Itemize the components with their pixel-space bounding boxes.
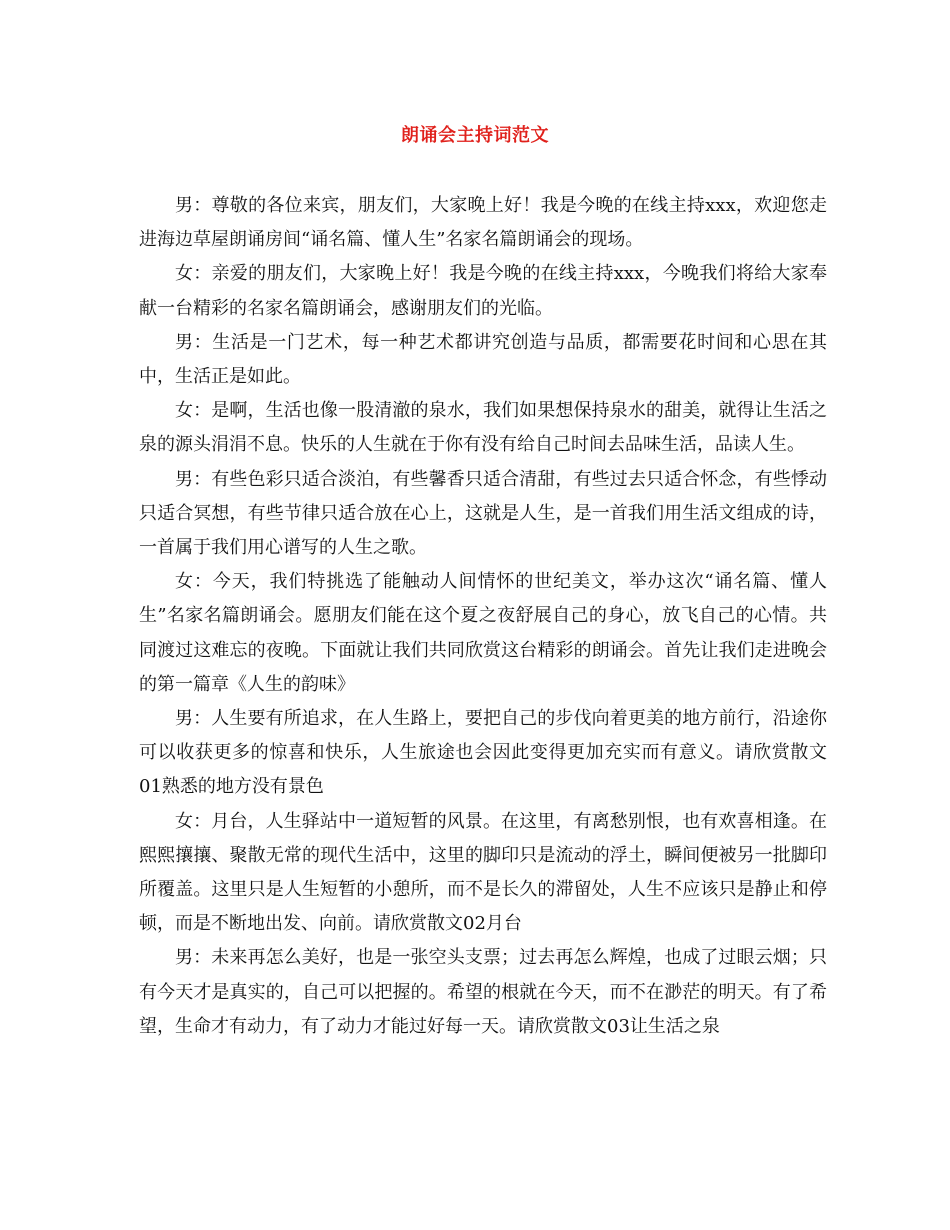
paragraph-8: 女：月台，人生驿站中一道短暂的风景。在这里，有离愁别恨，也有欢喜相逢。在熙熙攘攘、聚散无常的现代生活中，这里的脚印只是流动的浮土，瞬间便被另一批脚印所覆盖。这里只是人生短暂的小憩所，而不是长久的滞留处，人生不应该只是静止和停顿，而是不断地出发、向前。请欣赏散文02月台 xyxy=(139,810,827,935)
paragraph-7: 男：人生要有所追求，在人生路上，要把自己的步伐向着更美的地方前行，沿途你可以收获更多的惊喜和快乐，人生旅途也会因此变得更加充实而有意义。请欣赏散文01熟悉的地方没有景色 xyxy=(139,708,827,798)
document-title: 朗诵会主持词范文 xyxy=(401,125,549,146)
paragraph-2: 女：亲爱的朋友们，大家晚上好！我是今晚的在线主持xxx，今晚我们将给大家奉献一台精彩的名家名篇朗诵会，感谢朋友们的光临。 xyxy=(139,263,827,319)
paragraph-5: 男：有些色彩只适合淡泊，有些馨香只适合清甜，有些过去只适合怀念，有些悸动只适合冥想，有些节律只适合放在心上，这就是人生，是一首我们用生活文组成的诗，一首属于我们用心谱写的人生之歌。 xyxy=(139,468,827,559)
paragraph-6: 女：今天，我们特挑选了能触动人间情怀的世纪美文，举办这次“诵名篇、懂人生”名家名篇朗诵会。愿朋友们能在这个夏之夜舒展自己的身心，放飞自己的心情。共同渡过这难忘的夜晚。下面就让我们共同欣赏这台精彩的朗诵会。首先让我们走进晚会的第一篇章《人生的韵味》 xyxy=(139,571,827,695)
paragraph-1: 男：尊敬的各位来宾，朋友们，大家晚上好！我是今晚的在线主持xxx，欢迎您走进海边草屋朗诵房间“诵名篇、懂人生”名家名篇朗诵会的现场。 xyxy=(139,195,827,251)
paragraph-9: 男：未来再怎么美好，也是一张空头支票；过去再怎么辉煌，也成了过眼云烟；只有今天才是真实的，自己可以把握的。希望的根就在今天，而不在渺茫的明天。有了希望，生命才有动力，有了动力才能过好每一天。请欣赏散文03让生活之泉 xyxy=(139,947,827,1037)
paragraph-4: 女：是啊，生活也像一股清澈的泉水，我们如果想保持泉水的甜美，就得让生活之泉的源头涓涓不息。快乐的人生就在于你有没有给自己时间去品味生活，品读人生。 xyxy=(139,400,827,456)
document-body xyxy=(139,189,827,1044)
paragraph-3: 男：生活是一门艺术，每一种艺术都讲究创造与品质，都需要花时间和心思在其中，生活正是如此。 xyxy=(139,331,827,388)
